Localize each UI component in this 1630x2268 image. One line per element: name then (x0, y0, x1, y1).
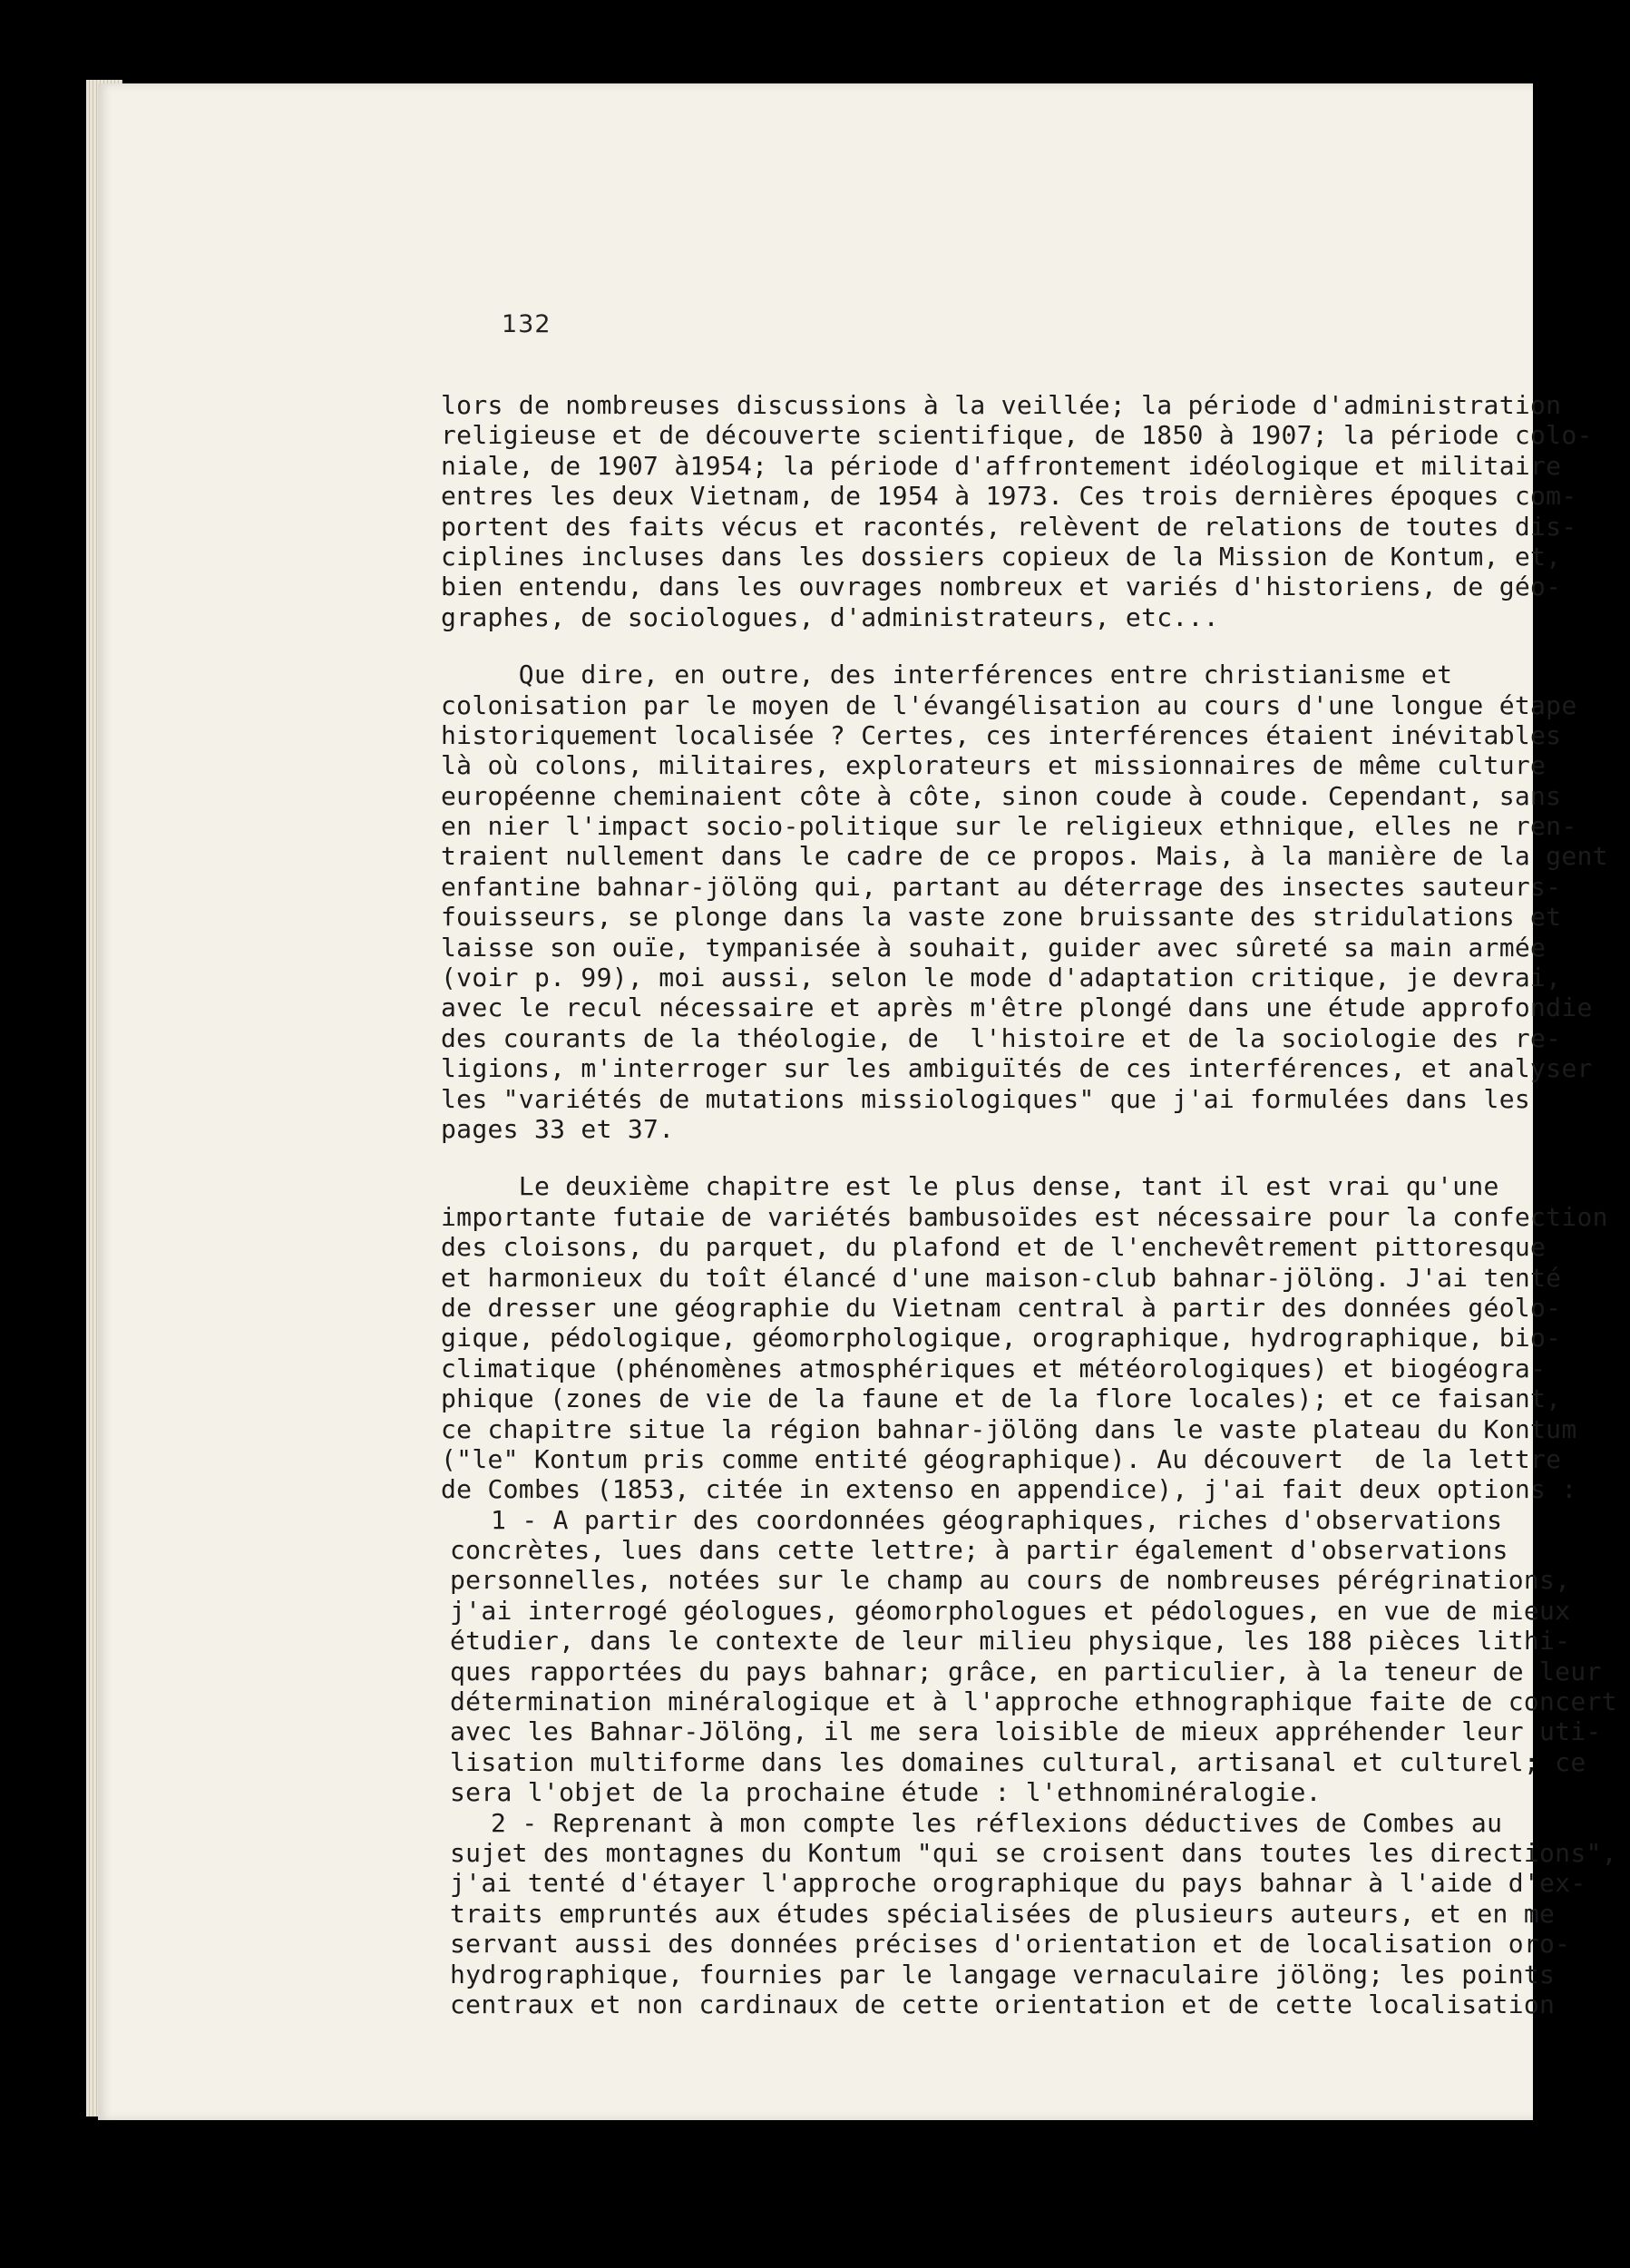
text-line: pages 33 et 37. (441, 1113, 675, 1144)
paragraph-gap (441, 632, 1620, 660)
text-line: concrètes, lues dans cette lettre; à partir également d'observations (450, 1535, 1508, 1566)
text-line: ques rapportées du pays bahnar; grâce, en particulier, à la teneur de leur (450, 1656, 1602, 1686)
text-line: bien entendu, dans les ouvrages nombreux et variés d'historiens, de géo- (441, 572, 1562, 602)
text-line: j'ai interrogé géologues, géomorphologues et pédologues, en vue de mieux (450, 1595, 1571, 1626)
text-line: fouisseurs, se plonge dans la vaste zone bruissante des stridulations et (441, 902, 1562, 933)
text-line: en nier l'impact socio-politique sur le religieux ethnique, elles ne ren- (441, 811, 1577, 842)
text-line: j'ai tenté d'étayer l'approche orographique du pays bahnar à l'aide d'ex- (450, 1868, 1586, 1899)
option-1 (441, 1505, 1620, 1808)
text-line: là où colons, militaires, explorateurs et missionnaires de même culture (441, 750, 1547, 781)
text-line: 2 - Reprenant à mon compte les réflexions déductives de Combes au (491, 1807, 1503, 1838)
paragraph-2 (441, 660, 1620, 1144)
text-line: sera l'objet de la prochaine étude : l'ethnominéralogie. (450, 1777, 1322, 1808)
text-line: ciplines incluses dans les dossiers copieux de la Mission de Kontum, et, (441, 541, 1562, 572)
text-line: religieuse et de découverte scientifique, de 1850 à 1907; la période colo- (441, 420, 1593, 451)
paragraph-3 (441, 1171, 1620, 1504)
text-line: traits empruntés aux études spécialisées de plusieurs auteurs, et en me (450, 1898, 1556, 1929)
text-line: et harmonieux du toît élancé d'une maison-club bahnar-jölöng. J'ai tenté (441, 1262, 1562, 1293)
text-line: avec les Bahnar-Jölöng, il me sera loisible de mieux appréhender leur uti- (450, 1716, 1602, 1747)
text-line: lors de nombreuses discussions à la veillée; la période d'administration (441, 390, 1562, 420)
text-line: importante futaie de variétés bambusoïdes est nécessaire pour la confection (441, 1201, 1608, 1232)
text-line: Le deuxième chapitre est le plus dense, tant il est vrai qu'une (441, 1171, 1499, 1202)
text-line: lisation multiforme dans les domaines cultural, artisanal et culturel; ce (450, 1746, 1586, 1777)
text-line: de dresser une géographie du Vietnam central à partir des données géolo- (441, 1292, 1562, 1323)
text-line: climatique (phénomènes atmosphériques et météorologiques) et biogéogra- (441, 1353, 1547, 1383)
text-line: colonisation par le moyen de l'évangélisation au cours d'une longue étape (441, 689, 1577, 720)
text-line: portent des faits vécus et racontés, relèvent de relations de toutes dis- (441, 511, 1577, 542)
text-line: ligions, m'interroger sur les ambiguïtés de ces interférences, et analyser (441, 1053, 1593, 1084)
text-line: avec le recul nécessaire et après m'être plongé dans une étude approfondie (441, 992, 1593, 1023)
text-line: enfantine bahnar-jölöng qui, partant au déterrage des insectes sauteurs- (441, 871, 1562, 902)
text-line: détermination minéralogique et à l'approche ethnographique faite de concert (450, 1686, 1617, 1717)
text-line: Que dire, en outre, des interférences entre christianisme et (441, 660, 1453, 690)
text-line: étudier, dans le contexte de leur milieu physique, les 188 pièces lithi- (450, 1626, 1571, 1657)
text-line: 1 - A partir des coordonnées géographiques, riches d'observations (491, 1504, 1503, 1535)
text-line: historiquement localisée ? Certes, ces interférences étaient inévitables (441, 719, 1562, 750)
text-line: centraux et non cardinaux de cette orientation et de cette localisation (450, 1989, 1556, 2019)
text-line: servant aussi des données précises d'orientation et de localisation oro- (450, 1929, 1571, 1960)
text-line: personnelles, notées sur le champ au cours de nombreuses pérégrinations, (450, 1565, 1571, 1596)
text-line: laisse son ouïe, tympanisée à souhait, guider avec sûreté sa main armée (441, 932, 1547, 963)
text-line: des cloisons, du parquet, du plafond et de l'enchevêtrement pittoresque (441, 1232, 1547, 1263)
text-line: les "variétés de mutations missiologiques" que j'ai formulées dans les (441, 1083, 1531, 1114)
text-line: gique, pédologique, géomorphologique, orographique, hydrographique, bio- (441, 1323, 1562, 1354)
book-page (98, 83, 1617, 2120)
page-number: 132 (502, 310, 551, 338)
text-line: niale, de 1907 à1954; la période d'affrontement idéologique et militaire (441, 450, 1562, 481)
option-2 (441, 1808, 1620, 2020)
text-line: ce chapitre situe la région bahnar-jölöng dans le vaste plateau du Kontum (441, 1413, 1577, 1444)
body-text (441, 390, 1620, 2019)
text-line: sujet des montagnes du Kontum "qui se croisent dans toutes les directions", (450, 1837, 1617, 1868)
text-line: traient nullement dans le cadre de ce propos. Mais, à la manière de la gent (441, 841, 1608, 872)
paragraph-1 (441, 390, 1620, 632)
text-line: phique (zones de vie de la faune et de la flore locales); et ce faisant, (441, 1383, 1562, 1414)
text-line: (voir p. 99), moi aussi, selon le mode d'adaptation critique, je devrai, (441, 963, 1562, 993)
text-line: graphes, de sociologues, d'administrateurs, etc... (441, 601, 1219, 632)
text-line: entres les deux Vietnam, de 1954 à 1973. Ces trois dernières époques com- (441, 481, 1577, 512)
text-line: ("le" Kontum pris comme entité géographique). Au découvert de la lettre (441, 1443, 1562, 1474)
text-line: hydrographique, fournies par le langage vernaculaire jölöng; les points (450, 1959, 1556, 1989)
text-line: européenne cheminaient côte à côte, sinon coude à coude. Cependant, sans (441, 780, 1562, 811)
text-line: de Combes (1853, citée in extenso en appendice), j'ai fait deux options : (441, 1474, 1577, 1505)
paragraph-gap (441, 1144, 1620, 1171)
text-line: des courants de la théologie, de l'histoire et de la sociologie des re- (441, 1022, 1562, 1053)
